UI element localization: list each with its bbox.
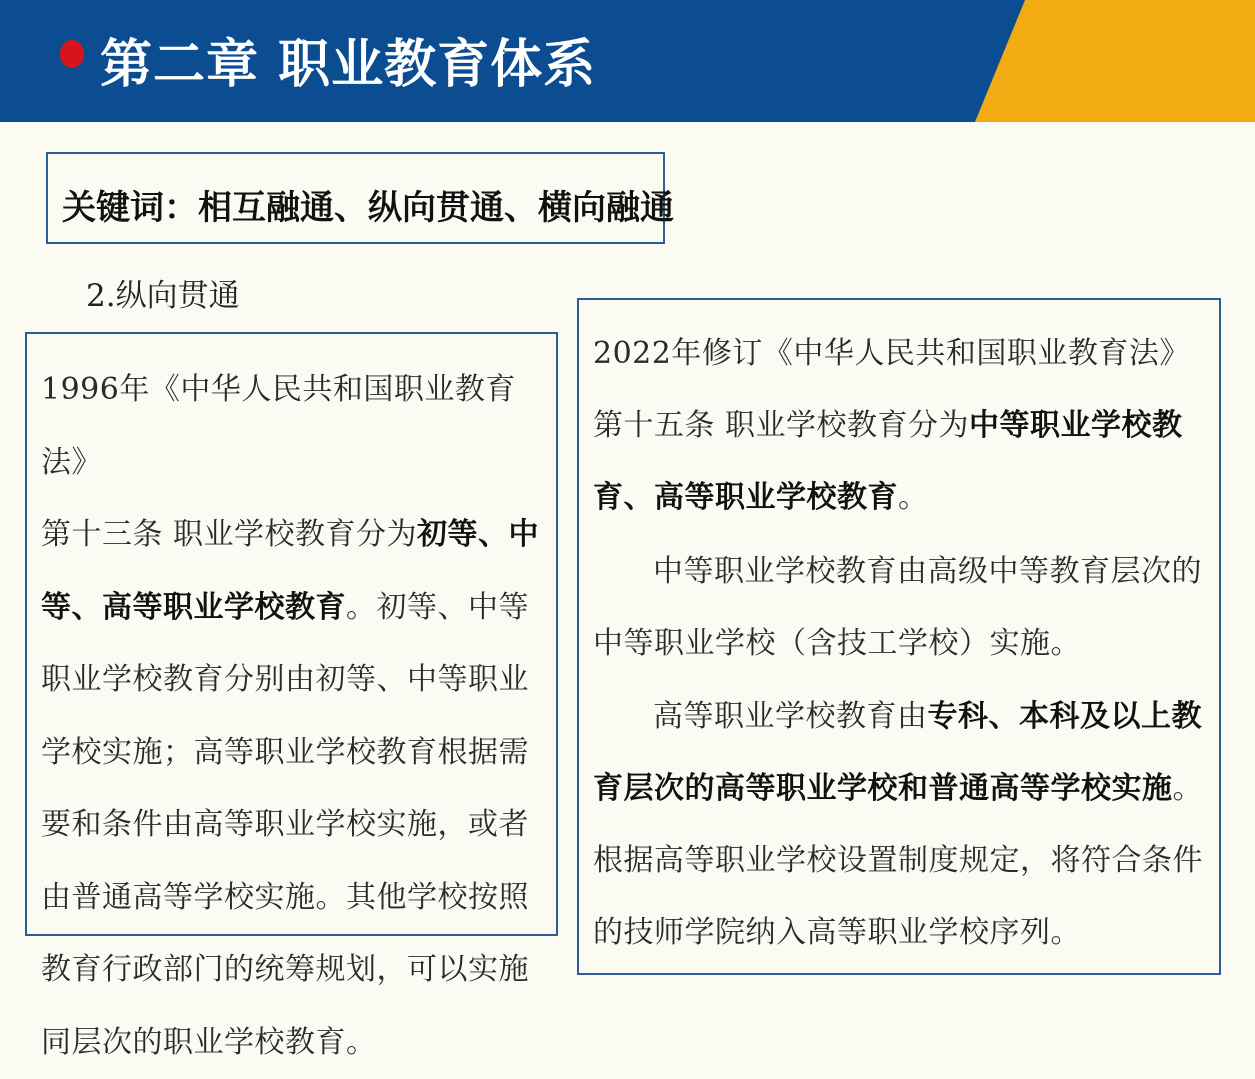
- law-1996-intro: 1996年《中华人民共和国职业教育法》: [41, 372, 516, 480]
- law-2022-paragraph-higher: [593, 681, 1213, 969]
- keywords-text: 关键词：相互融通、纵向贯通、横向融通: [62, 188, 674, 228]
- law-2022-secondary-text: 中等职业学校教育由高级中等教育层次的中等职业学校（含技工学校）实施。: [593, 554, 1202, 661]
- law-1996-highlight: 初等、中等、高等职业学校教育: [41, 517, 540, 625]
- law-2022-lead: 第十五条 职业学校教育分为: [593, 408, 970, 443]
- law-2022-intro: 2022年修订《中华人民共和国职业教育法》: [593, 336, 1190, 371]
- keywords-box: [46, 152, 674, 244]
- law-2022-higher-highlight: 专科、本科及以上教育层次的高等职业学校和普通高等学校实施: [593, 699, 1202, 806]
- law-1996-body: 。初等、中等职业学校教育分别由初等、中等职业学校实施；高等职业学校教育根据需要和条件由高等职业学校实施，或者由普通高等学校实施。其他学校按照教育行政部门的统筹规划，可以实施同层次的职业学校教育。: [41, 589, 529, 1060]
- law-1996-text: [41, 354, 549, 1079]
- law-1996-panel: [25, 332, 558, 1060]
- law-2022-highlight: 中等职业学校教育、高等职业学校教育: [593, 408, 1183, 515]
- law-2022-lead-end: 。: [898, 480, 929, 515]
- law-2022-higher-body: 。根据高等职业学校设置制度规定，将符合条件的技师学院纳入高等职业学校序列。: [593, 771, 1203, 950]
- law-2022-higher-lead: 高等职业学校教育由: [653, 699, 928, 734]
- page-title: 第二章 职业教育体系: [100, 35, 597, 95]
- banner-accent-stripe: [975, 0, 1255, 122]
- title-banner: [0, 0, 1255, 122]
- red-bullet-icon: [60, 40, 84, 68]
- law-2022-panel: [577, 298, 1221, 975]
- law-1996-lead: 第十三条 职业学校教育分为: [41, 517, 418, 552]
- law-2022-article: [593, 318, 1213, 534]
- law-2022-paragraph-secondary: [593, 536, 1213, 680]
- section-heading: 2.纵向贯通: [86, 278, 240, 314]
